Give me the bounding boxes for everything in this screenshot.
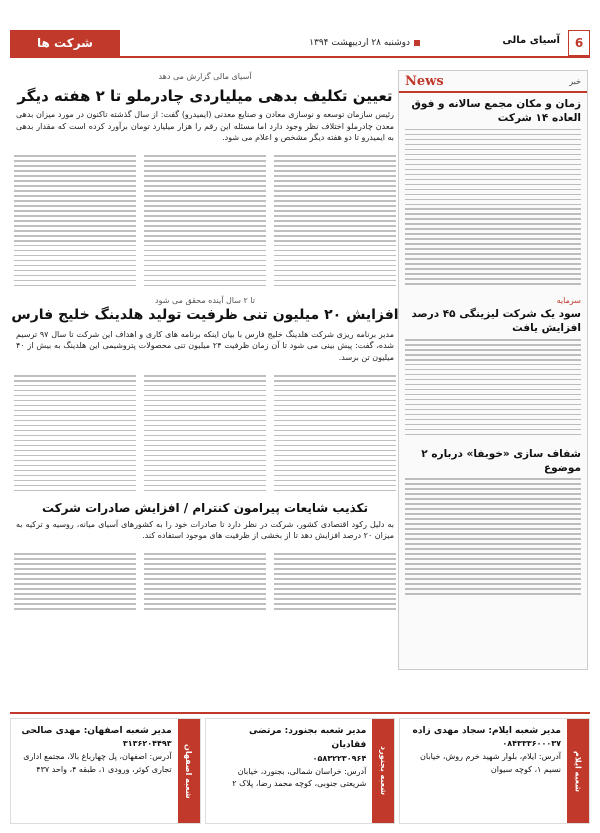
- article-kicker: تا ۲ سال آینده محقق می شود: [155, 295, 255, 305]
- lead-paragraph-1: رئیس سازمان توسعه و نوسازی معادن و صنایع معدنی (ایمیدرو) گفت: از سال گذشته تاکنون در مورد میزان بدهی معدن چادرملو اختلاف نظر وجود دارد اما مسئله این رقم را هزار میلیارد تومان برآورد کرده است که مقدار بدهی به ایمیدرو تا دو هفته دیگر مشخص و اعلام می شود.: [16, 110, 394, 143]
- header-rule: [10, 56, 590, 58]
- news-title: سود یک شرکت لیزینگی ۴۵ درصد افزایش یافت: [411, 308, 581, 335]
- article-kicker: آسیای مالی گزارش می دهد: [158, 72, 252, 81]
- news-label-en: News: [405, 73, 444, 89]
- main-articles: [10, 60, 400, 613]
- headline-kontram: تکذیب شایعات پیرامون کنترام / افزایش صادرات شرکت: [41, 500, 369, 515]
- branch-body: [400, 719, 567, 823]
- section-badge: شرکت ها: [10, 30, 120, 56]
- article-columns-1: [10, 152, 400, 290]
- branch-tag: شعبه بجنورد: [372, 719, 394, 823]
- article-columns-3: [10, 550, 400, 613]
- body-text-lines: [274, 372, 396, 495]
- news-column: [398, 70, 588, 670]
- page-header: [0, 30, 600, 56]
- branch-tag: شعبه اصفهان: [178, 719, 200, 823]
- branch-manager: مدیر شعبه ایلام: سجاد مهدی زاده: [412, 726, 561, 736]
- branch-phone: ۰۸۴۳۳۳۶۰۰۰۳۷: [502, 739, 561, 749]
- news-item: [399, 292, 587, 442]
- branch-phone: ۳۱۳۶۲۰۴۴۹۳: [122, 739, 172, 749]
- branch-footer: [10, 712, 590, 824]
- branch-box-bojnurd: [205, 718, 396, 824]
- news-label-fa: خبر: [569, 76, 581, 86]
- lead-paragraph-3: به دلیل رکود اقتصادی کشور، شرکت در نظر دارد تا صادرات خود را به کشورهای آسیای میانه، روسیه و ترکیه به میزان ۲۰ درصد افزایش دهد تا از بخشی از ظرفیت های موجود استفاده کند.: [16, 519, 394, 541]
- news-kicker: سرمایه: [556, 296, 581, 306]
- branch-phone: ۰۵۸۳۲۲۳۰۹۶۴: [312, 753, 367, 763]
- body-text-lines: [144, 152, 266, 290]
- branch-address: آدرس: خراسان شمالی، بجنورد، خیابان شریعتی جنوبی، کوچه محمد رضا، پلاک ۲: [232, 766, 367, 789]
- branch-address: آدرس: اصفهان، پل چهارباغ بالا، مجتمع اداری تجاری کوثر، ورودی ۱، طبقه ۴، واحد ۴۳۷: [23, 752, 172, 774]
- news-header: [399, 71, 587, 93]
- headline-khalij-fars: افزایش ۲۰ میلیون تنی ظرفیت تولید هلدینگ خلیج فارس: [11, 306, 399, 323]
- body-text-lines: [405, 339, 581, 435]
- branch-body: [206, 719, 373, 823]
- body-text-lines: [14, 550, 136, 613]
- date-text: دوشنبه ۲۸ اردیبهشت ۱۳۹۴: [309, 38, 410, 48]
- branch-box-isfahan: [10, 718, 201, 824]
- lead-paragraph-2: مدیر برنامه ریزی شرکت هلدینگ خلیج فارس با بیان اینکه برنامه های کاری و اهداف این شرکت تا سال ۹۷ ترسیم شده، گفت: پیش بینی می شود تا آن زمان ظرفیت ۲۴ میلیون تنی محصولات پتروشیمی این هلدینگ به بیش از ۴۰ میلیون تن برسد.: [16, 329, 395, 362]
- body-text-lines: [405, 478, 581, 594]
- paper-name: آسیای مالی: [502, 35, 560, 46]
- news-title: زمان و مکان مجمع سالانه و فوق العاده ۱۴ شرکت: [411, 98, 581, 125]
- branch-address: آدرس: ایلام، بلوار شهید خرم روش، خیابان نسیم ۱، کوچه سیوان: [420, 752, 561, 774]
- date-square-icon: [414, 40, 420, 46]
- body-text-lines: [144, 372, 266, 495]
- news-item: [399, 443, 587, 602]
- body-text-lines: [14, 372, 136, 495]
- page-number: 6: [568, 30, 590, 56]
- date-line: [120, 35, 420, 51]
- branch-manager: مدیر شعبه اصفهان: مهدی صالحی: [21, 726, 172, 736]
- body-text-lines: [274, 550, 396, 613]
- branch-box-ilam: [399, 718, 590, 824]
- headline-chadormalu: تعیین تکلیف بدهی میلیاردی چادرملو تا ۲ هفته دیگر: [17, 87, 393, 105]
- article-columns-2: [10, 372, 400, 495]
- news-item: [399, 93, 587, 292]
- body-text-lines: [14, 152, 136, 290]
- body-text-lines: [274, 152, 396, 290]
- news-title: شفاف سازی «خوبفا» درباره ۲ موضوع: [421, 447, 581, 474]
- body-text-lines: [405, 129, 581, 285]
- body-text-lines: [144, 550, 266, 613]
- branch-manager: مدیر شعبه بجنورد: مرتضی فقادیان: [249, 726, 367, 751]
- branch-tag: شعبه ایلام: [567, 719, 589, 823]
- branch-body: [11, 719, 178, 823]
